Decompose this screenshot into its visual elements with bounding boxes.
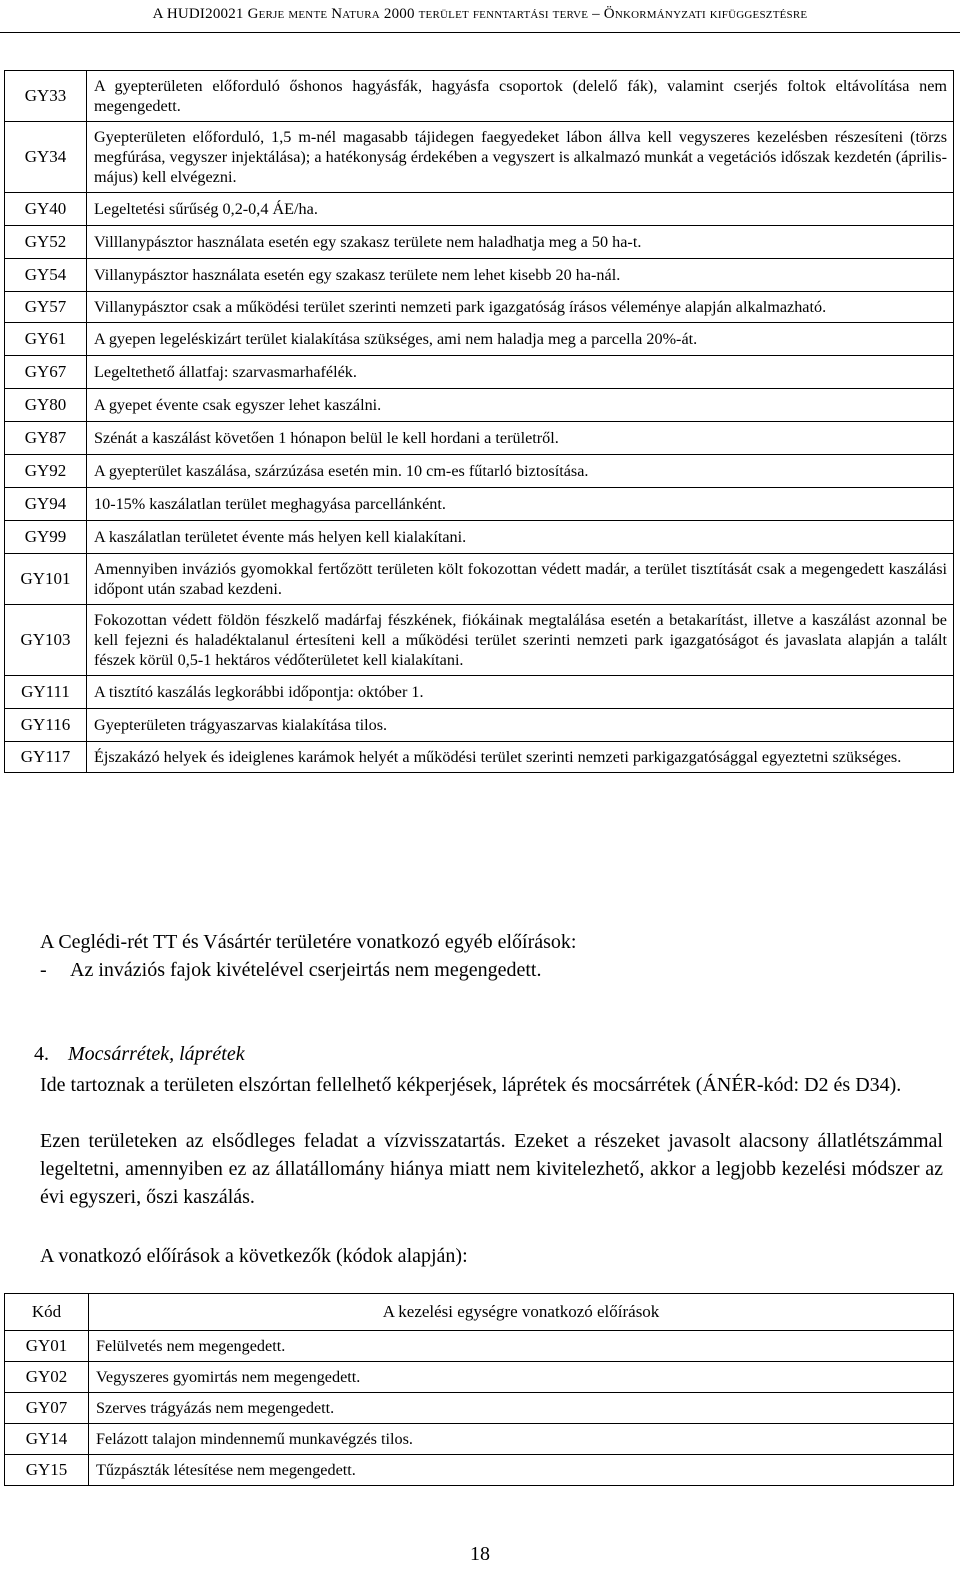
rule-text: A kaszálatlan területet évente más helyen kell kialakítani. [87,521,954,554]
rule-code: GY99 [5,521,87,554]
section-title: Mocsárrétek, láprétek [68,1043,245,1065]
table-row [5,605,954,676]
rules-table-gyep [4,70,954,773]
rule-code: GY111 [5,676,87,709]
rule-text: 10-15% kaszálatlan terület meghagyása parcellánként. [87,488,954,521]
rules-table-mocsarret [4,1293,954,1486]
page-number: 18 [470,1543,490,1565]
rule-code: GY07 [5,1393,89,1424]
codes-intro: A vonatkozó előírások a következők (kódok alapján): [40,1245,468,1267]
list-item-text: Az inváziós fajok kivételével cserjeirtás nem megengedett. [70,959,542,981]
table-row [5,71,954,122]
table-row [5,676,954,709]
rule-code: GY54 [5,259,87,292]
table-row [5,356,954,389]
table-header-row [5,1294,954,1331]
table-row [5,455,954,488]
table-row [5,488,954,521]
rule-code: GY52 [5,226,87,259]
rule-text: A gyepen legeléskizárt terület kialakítása szükséges, ami nem haladja meg a parcella 20%-át. [87,323,954,356]
rule-text: Legeltetési sűrűség 0,2-0,4 ÁE/ha. [87,193,954,226]
rule-text: Szerves trágyázás nem megengedett. [89,1393,954,1424]
rule-text: Legeltethető állatfaj: szarvasmarhafélék. [87,356,954,389]
rule-text: Fokozottan védett földön fészkelő madárfaj fészkének, fiókáinak megtalálása esetén a betakarítást, illetve a kaszálást azonnal be kell fejezni és haladéktalanul értesíteni kell a működési terület szerinti nemzeti park igazgatóságot és javaslata alapján a talált fészek körül 0,5-1 hektáros védőterületet kell kialakítani. [87,605,954,676]
running-header-text: A HUDI20021 Gerje mente Natura 2000 terület fenntartási terve – Önkormányzati kifüggesztésre [152,6,808,22]
rule-text: A gyepterület kaszálása, szárzúzása esetén min. 10 cm-es fűtarló biztosítása. [87,455,954,488]
table-row [5,259,954,292]
table-row [5,1331,954,1362]
section-heading [34,1040,943,1068]
rule-code: GY01 [5,1331,89,1362]
rule-code: GY117 [5,742,87,773]
other-rules-item [40,956,541,984]
column-header-rule: A kezelési egységre vonatkozó előírások [89,1294,954,1331]
rule-code: GY14 [5,1424,89,1455]
rule-text: Villanypásztor csak a működési terület szerinti nemzeti park igazgatóság írásos véleménye alapján alkalmazható. [87,292,954,323]
rule-code: GY116 [5,709,87,742]
rule-code: GY34 [5,122,87,193]
table-row [5,122,954,193]
rule-text: Tűzpászták létesítése nem megengedett. [89,1455,954,1486]
table-row [5,554,954,605]
running-header [0,0,960,33]
section-paragraph: Ezen területeken az elsődleges feladat a vízvisszatartás. Ezeket a részeket javasolt alacsony állatlétszámmal legeltetni, amennyiben ez az állatállomány hiánya miatt nem kivitelezhető, akkor a legjobb kezelési módszer az évi egyszeri, őszi kaszálás. [40,1130,943,1208]
rule-text: Felázott talajon mindennemű munkavégzés tilos. [89,1424,954,1455]
rule-code: GY61 [5,323,87,356]
table-row [5,709,954,742]
rule-code: GY15 [5,1455,89,1486]
table-row [5,742,954,773]
rule-text: Szénát a kaszálást követően 1 hónapon belül le kell hordani a területről. [87,422,954,455]
rule-text: A tisztító kaszálás legkorábbi időpontja: október 1. [87,676,954,709]
rule-text: Gyepterületen előforduló, 1,5 m-nél magasabb tájidegen faegyedeket lábon állva kell vegyszeres kezelésben részesíteni (törzs megfúrása, vegyszer injektálása); a hatékonyság érdekében a vegyszert is alkalmazó munkát a vegetációs időszak kezdetén (április-május) kell elvégezni. [87,122,954,193]
table-row [5,226,954,259]
table-row [5,1362,954,1393]
rule-text: Gyepterületen trágyaszarvas kialakítása tilos. [87,709,954,742]
table-row [5,193,954,226]
table-row [5,292,954,323]
rule-text: Éjszakázó helyek és ideiglenes karámok helyét a működési terület szerinti nemzeti parkigazgatósággal egyeztetni szükséges. [87,742,954,773]
rule-code: GY33 [5,71,87,122]
rule-code: GY103 [5,605,87,676]
rule-code: GY40 [5,193,87,226]
rule-text: Villlanypásztor használata esetén egy szakasz területe nem haladhatja meg a 50 ha-t. [87,226,954,259]
rule-code: GY94 [5,488,87,521]
table-row [5,1424,954,1455]
table-row [5,323,954,356]
rule-text: Amennyiben inváziós gyomokkal fertőzött területen költ fokozottan védett madár, a terület tisztítását csak a megengedett kaszálási időpont után szabad kezdeni. [87,554,954,605]
list-dash: - [40,959,47,981]
rule-text: Villanypásztor használata esetén egy szakasz területe nem lehet kisebb 20 ha-nál. [87,259,954,292]
rule-text: A gyepet évente csak egyszer lehet kaszálni. [87,389,954,422]
other-rules-heading: A Ceglédi-rét TT és Vásártér területére vonatkozó egyéb előírások: [40,931,577,953]
rule-code: GY57 [5,292,87,323]
section-paragraph: Ide tartoznak a területen elszórtan fellelhető kékperjések, láprétek és mocsárrétek (ÁNÉR-kód: D2 és D34). [40,1074,902,1096]
rule-code: GY101 [5,554,87,605]
table-row [5,389,954,422]
table-row [5,1393,954,1424]
rule-code: GY67 [5,356,87,389]
rule-code: GY80 [5,389,87,422]
table-row [5,1455,954,1486]
table-row [5,521,954,554]
column-header-code: Kód [5,1294,89,1331]
rule-text: Felülvetés nem megengedett. [89,1331,954,1362]
section-number: 4. [34,1043,49,1065]
rule-code: GY92 [5,455,87,488]
rule-text: A gyepterületen előforduló őshonos hagyásfák, hagyásfa csoportok (delelő fák), valamint cserjés foltok eltávolítása nem megengedett. [87,71,954,122]
rule-text: Vegyszeres gyomirtás nem megengedett. [89,1362,954,1393]
rule-code: GY02 [5,1362,89,1393]
rule-code: GY87 [5,422,87,455]
table-row [5,422,954,455]
